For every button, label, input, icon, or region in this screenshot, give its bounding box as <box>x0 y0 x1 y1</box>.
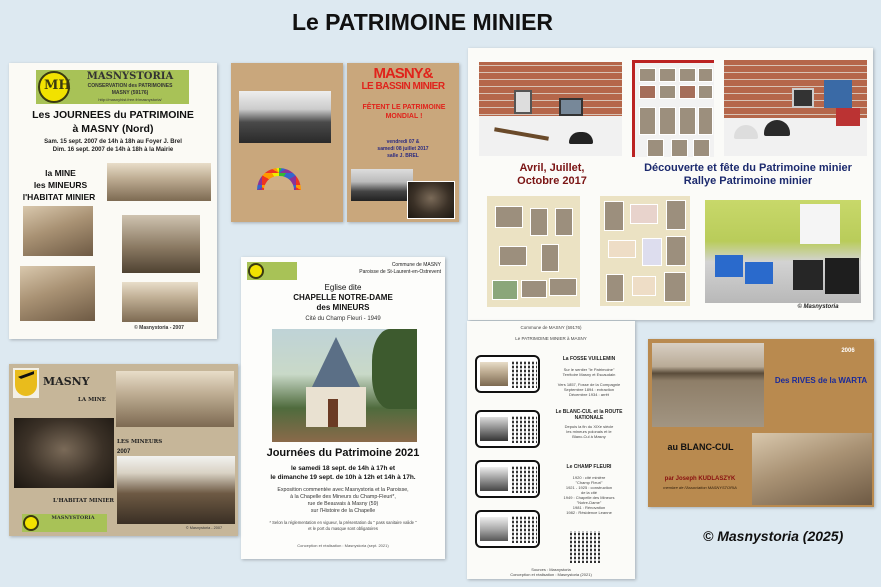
event-dates-line1: le samedi 18 sept. de 14h à 17h et <box>290 465 396 472</box>
item-text: 1949 : Chapelle des Mineurs <box>563 495 615 500</box>
item-text: Vers 1857, Fosse de la Compagnie <box>557 382 621 387</box>
exhibit-table-photo-1 <box>479 62 622 156</box>
logo-place: MASNY (59176) <box>111 90 149 96</box>
poster-chapelle-2021[interactable] <box>241 257 445 559</box>
item-title-champ-fleuri: Le CHAMP FLEURI <box>566 464 612 470</box>
warta-title: Des RIVES de la WARTA <box>774 376 868 385</box>
main-qr-code-icon[interactable] <box>570 531 600 563</box>
panel-credit: © Masnystoria <box>797 304 839 310</box>
date-line2: Dim. 16 sept. 2007 de 14h à 18h à la Mairie <box>52 147 174 153</box>
caption-dates-line1: Avril, Juillet, <box>519 162 585 174</box>
leaflet-header2: Le PATRIMOINE MINIER à MASNY <box>515 336 587 341</box>
title-line3: des MINEURS <box>316 303 370 312</box>
leaflet-footer2: Conception et réalisation : Masnystoria (2021) <box>510 572 592 577</box>
logo-url: http://masnyhist.free.fr/masnystoria/ <box>98 97 162 102</box>
poster-journees-2007[interactable] <box>9 63 217 339</box>
river-photo <box>652 343 764 427</box>
event-title: Journées du Patrimoine 2021 <box>266 447 420 459</box>
poster-rives-warta[interactable] <box>648 339 874 507</box>
item-text: Blanc-Cul à Masny <box>572 434 606 439</box>
label-mine: LA MINE <box>78 397 106 403</box>
item-title-fosse: La FOSSE VUILLEMIN <box>562 356 616 362</box>
credit: © Masnystoria - 2007 <box>134 325 184 331</box>
item-text: Septembre 1894 : extraction <box>563 387 615 392</box>
logo-name: MASNYSTORIA <box>86 71 174 82</box>
gallery-photo <box>407 181 455 219</box>
headframe-photo <box>351 169 413 201</box>
note-line2: et le port du masque sont obligatoires <box>308 526 378 531</box>
qr-code-icon[interactable] <box>512 416 537 443</box>
desc-line2: à la Chapelle des Mineurs du Champ-Fleuri*, <box>290 494 396 500</box>
poster-date3: salle J. BREL <box>387 153 419 159</box>
poster-masny-mine[interactable] <box>9 364 238 536</box>
item-text: 1921 - 1925 : construction <box>565 485 613 490</box>
item-text: "Notre-Dame" <box>576 500 602 505</box>
desc-line1: Exposition commentée avec Masnystoria et la Paroisse, <box>277 487 409 493</box>
year-label: 2006 <box>841 348 855 354</box>
masnystoria-logo-icon <box>23 515 39 531</box>
qr-card-blanc-cul[interactable] <box>475 410 540 448</box>
credit: © Masnystoria - 2007 <box>185 526 223 530</box>
family-group-photo <box>752 433 872 505</box>
leaflet-footer1: Sources : Masnystoria <box>531 567 571 572</box>
footer: Conception et réalisation : Masnystoria (sept. 2021) <box>297 543 389 548</box>
subtitle: Cité du Champ Fleuri - 1949 <box>305 316 381 322</box>
poster-date2: samedi 08 juillet 2017 <box>377 146 429 152</box>
miner-house-photo <box>117 456 235 524</box>
leaflet-qr-codes[interactable] <box>467 321 635 579</box>
item-text: 1982 : Résidence Leanne <box>566 510 612 515</box>
title-line1: Eglise dite <box>324 283 362 292</box>
header-paroisse: Paroisse de St-Laurent-en-Ostrevent <box>359 269 441 275</box>
mine-headframe-photo <box>116 371 234 427</box>
poster-title2: LE BASSIN MINIER <box>361 81 445 92</box>
item-title-blanc-cul: Le BLANC-CUL et la ROUTE NATIONALE <box>555 409 623 421</box>
event-dates-line2: le dimanche 19 sept. de 10h à 12h et 14h à 17h. <box>270 474 416 481</box>
qr-card-fosse[interactable] <box>475 355 540 393</box>
miner-house-photo <box>239 91 331 143</box>
poster-masny-bassin-minier[interactable] <box>347 63 459 222</box>
mine-buildings-photo <box>107 163 211 201</box>
qr-code-icon[interactable] <box>512 516 537 543</box>
exhibit-board-photo-2 <box>600 196 690 306</box>
year-label: 2007 <box>117 449 131 455</box>
poster-subtitle: FÊTENT LE PATRIMOINE MONDIAL ! <box>362 104 446 120</box>
item-text: Sur le sentier "le Patrimoine" <box>563 367 615 372</box>
item-text: Décembre 1934 : arrêt <box>568 392 610 397</box>
town-name: MASNY <box>43 375 90 388</box>
label-habitat: L'HABITAT MINIER <box>52 498 114 504</box>
masny-coat-of-arms-icon <box>13 368 39 398</box>
classroom-photo <box>705 200 861 303</box>
bungalow-photo <box>20 266 95 321</box>
chapel-photo <box>272 329 417 442</box>
warta-author-role: membre de l'Association MASNYSTORIA <box>663 485 737 490</box>
exhibit-board-photo-1 <box>487 196 580 307</box>
logo-initials: MH <box>44 78 71 93</box>
logo-name: MASNYSTORIA <box>51 515 95 521</box>
label-mineurs: LES MINEURS <box>117 439 163 445</box>
masnystoria-logo-icon <box>248 263 264 279</box>
exhibit-table-photo-2 <box>724 60 867 156</box>
title-line2: CHAPELLE NOTRE-DAME <box>293 293 393 302</box>
heading-line1: Les JOURNEES du PATRIMOINE <box>32 109 194 121</box>
theme-habitat: l'HABITAT MINIER <box>22 192 96 202</box>
theme-mine: la MINE <box>45 168 76 178</box>
item-text: Territoire Masny et Escaudain <box>562 372 616 377</box>
qr-card-chapelle[interactable] <box>475 510 540 548</box>
poster-cover-house[interactable] <box>231 63 343 222</box>
note-line1: * Selon la réglementation en vigueur, la présentation du " pass sanitaire valide " <box>269 520 417 525</box>
item-text: de la cité <box>580 490 597 495</box>
miners-gallery-photo <box>14 418 114 488</box>
panel-animations-2017[interactable] <box>468 48 873 320</box>
poster-title1: MASNY& <box>373 65 433 82</box>
house-garden-photo <box>122 215 200 273</box>
copyright-notice: © Masnystoria (2025) <box>703 528 844 544</box>
theme-mineurs: les MINEURS <box>33 180 88 190</box>
heading-line2: à MASNY (Nord) <box>72 123 154 135</box>
desc-line3: rue de Beauvais à Masny (59) <box>307 501 379 507</box>
qr-code-icon[interactable] <box>512 361 537 388</box>
warta-subtitle: au BLANC-CUL <box>667 442 734 452</box>
item-text: les mineurs polonais et le <box>566 429 612 434</box>
item-text: 1920 : cité minière <box>572 475 606 480</box>
desc-line4: sur l'Histoire de la Chapelle <box>310 508 376 514</box>
header-commune: Commune de MASNY <box>391 262 441 268</box>
logo-subtitle: CONSERVATION des PATRIMOINES <box>87 83 173 89</box>
item-text: "Champ Fleuri" <box>575 480 603 485</box>
item-text: Depuis la fin du XIXe siècle <box>564 424 614 429</box>
caption-dates-line2: Octobre 2017 <box>517 175 587 187</box>
caption-event-line2: Rallye Patrimoine minier <box>683 175 813 187</box>
modern-building-photo <box>122 282 198 322</box>
page-title: Le PATRIMOINE MINIER <box>291 9 554 35</box>
date-line1: Sam. 15 sept. 2007 de 14h à 18h au Foyer J. Brel <box>44 139 182 145</box>
houses-row-photo <box>23 206 93 256</box>
item-text: 1981 : Rénovation <box>572 505 606 510</box>
warta-author: par Joseph KUDLASZYK <box>664 476 736 482</box>
qr-code-icon[interactable] <box>512 466 537 493</box>
leaflet-header1: Commune de MASNY (59176) <box>520 325 582 330</box>
qr-card-champ-fleuri[interactable] <box>475 460 540 498</box>
poster-date1: vendredi 07 & <box>386 139 420 145</box>
photo-board <box>632 60 714 157</box>
caption-event-line1: Découverte et fête du Patrimoine minier <box>644 162 852 174</box>
